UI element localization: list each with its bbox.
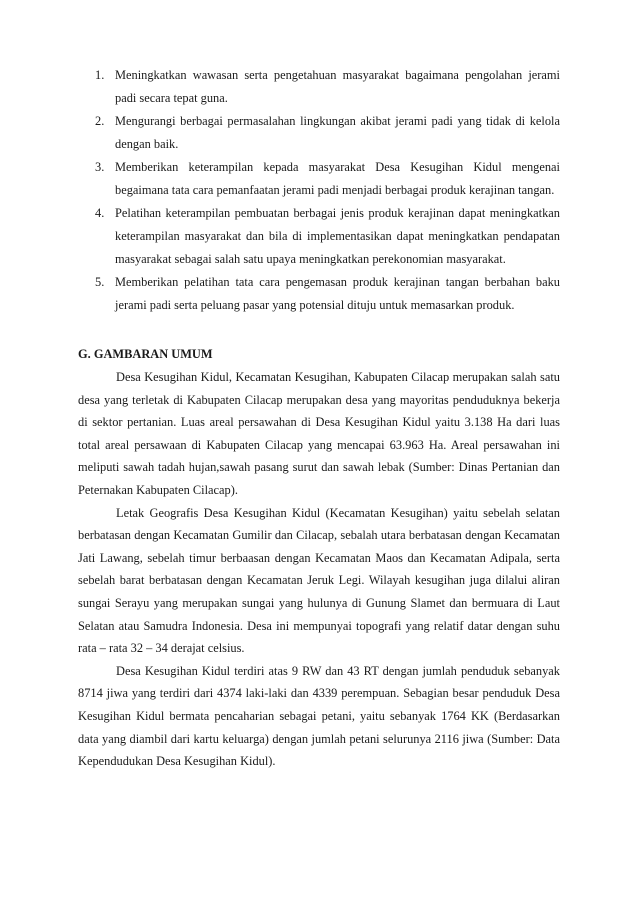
list-item bbox=[78, 156, 560, 202]
paragraph-geography: Letak Geografis Desa Kesugihan Kidul (Kecamatan Kesugihan) yaitu sebelah selatan berbatasan dengan Kecamatan Gumilir dan Cilacap, sebalah utara berbatasan dengan Kecamatan Jati Lawang, sebelah timur berbaasan dengan Kecamatan Maos dan Kecamatan Adipala, serta sebelah barat berbatasan dengan Kecamatan Jeruk Legi. Wilayah kesugihan juga dilalui aliran sungai Serayu yang merupakan sungai yang hulunya di Gunung Slamet dan bermuara di Laut Selatan atau Samudra Indonesia. Desa ini mempunyai topografi yang relatif datar dengan suhu rata – rata 32 – 34 derajat celsius. bbox=[78, 505, 560, 656]
list-item-number: 4. bbox=[95, 206, 105, 220]
list-item bbox=[78, 110, 560, 156]
list-item-number: 3. bbox=[95, 160, 105, 174]
objectives-list bbox=[78, 64, 560, 317]
list-item-text: Mengurangi berbagai permasalahan lingkungan akibat jerami padi yang tidak di kelola dengan baik. bbox=[115, 114, 560, 151]
paragraph-overview: Desa Kesugihan Kidul, Kecamatan Kesugihan, Kabupaten Cilacap merupakan salah satu desa yang terletak di Kabupaten Cilacap merupakan desa yang mayoritas penduduknya bekerja di sektor pertanian. Luas areal persawahan di Desa Kesugihan Kidul yaitu 3.138 Ha dari luas total areal persawaan di Kabupaten Cilacap yang mencapai 63.963 Ha. Areal persawahan ini meliputi sawah tadah hujan,sawah pasang surut dan sawah lebak (Sumber: Dinas Pertanian dan Peternakan Kabupaten Cilacap). bbox=[78, 370, 560, 497]
list-item-number: 1. bbox=[95, 68, 105, 82]
list-item bbox=[78, 64, 560, 110]
list-item-text: Memberikan keterampilan kepada masyarakat Desa Kesugihan Kidul mengenai begaimana tata cara pemanfaatan jerami padi menjadi berbagai produk kerajinan tangan. bbox=[115, 160, 560, 197]
list-item-number: 5. bbox=[95, 275, 105, 289]
list-item bbox=[78, 271, 560, 317]
document-page bbox=[78, 64, 560, 773]
section-heading: G. GAMBARAN UMUM bbox=[78, 347, 213, 361]
paragraph-population: Desa Kesugihan Kidul terdiri atas 9 RW dan 43 RT dengan jumlah penduduk sebanyak 8714 jiwa yang terdiri dari 4374 laki-laki dan 4339 perempuan. Sebagian besar penduduk Desa Kesugihan Kidul bermata pencaharian sebagai petani, yaitu sebanyak 1764 KK (Berdasarkan data yang diambil dari kartu keluarga) dengan jumlah petani selurunya 2116 jiwa (Sumber: Data Kependudukan Desa Kesugihan Kidul). bbox=[78, 663, 560, 769]
list-item bbox=[78, 202, 560, 271]
list-item-text: Meningkatkan wawasan serta pengetahuan masyarakat bagaimana pengolahan jerami padi secara tepat guna. bbox=[115, 68, 560, 105]
list-item-text: Pelatihan keterampilan pembuatan berbagai jenis produk kerajinan dapat meningkatkan keterampilan masyarakat dan bila di implementasikan dapat meningkatkan pendapatan masyarakat sebagai salah satu upaya meningkatkan perekonomian masyarakat. bbox=[115, 206, 560, 266]
list-item-text: Memberikan pelatihan tata cara pengemasan produk kerajinan tangan berbahan baku jerami padi serta peluang pasar yang potensial dituju untuk memasarkan produk. bbox=[115, 275, 560, 312]
list-item-number: 2. bbox=[95, 114, 105, 128]
